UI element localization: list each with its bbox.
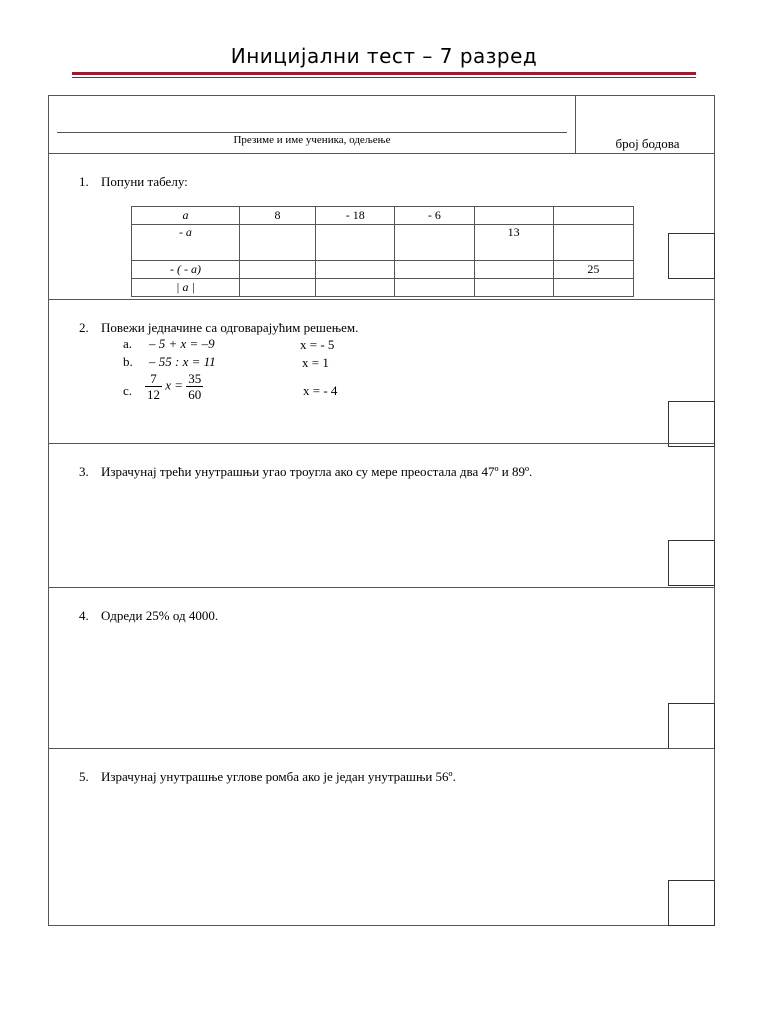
score-box-3[interactable] (668, 540, 715, 586)
table-cell: - ( - a) (132, 261, 240, 279)
table-row (132, 261, 634, 279)
solution-a: x = - 5 (300, 337, 335, 352)
table-cell[interactable] (395, 279, 474, 297)
name-line (57, 132, 567, 133)
table-cell: 25 (553, 261, 633, 279)
equation-letter-b: b. (123, 354, 133, 369)
title-rule-thin (72, 77, 696, 78)
equation-a: – 5 + x = –9 (149, 336, 215, 351)
section-divider (49, 587, 714, 588)
question-text: Повежи једначине са одговарајућим решењем. (101, 320, 359, 335)
table-cell[interactable] (395, 225, 474, 261)
question-number: 2. (79, 320, 89, 335)
table-cell[interactable] (316, 261, 395, 279)
section-divider (49, 748, 714, 749)
section-divider (49, 153, 714, 154)
table-cell[interactable] (553, 207, 633, 225)
table-cell[interactable] (316, 225, 395, 261)
question-number: 3. (79, 464, 89, 479)
question-4 (79, 608, 218, 624)
table-cell: a (132, 207, 240, 225)
table-row (132, 225, 634, 261)
table-cell[interactable] (474, 279, 553, 297)
table-row (132, 279, 634, 297)
table-cell: - a (132, 225, 240, 261)
name-label: Презиме и име ученика, одељење (233, 134, 391, 146)
question-number: 5. (79, 769, 89, 784)
question-1 (79, 174, 188, 190)
table-cell[interactable] (239, 225, 315, 261)
equation-letter-a: a. (123, 336, 133, 351)
table-cell[interactable] (395, 261, 474, 279)
equation-letter-c: c. (123, 383, 133, 398)
table-row (132, 207, 634, 225)
table-cell[interactable] (239, 279, 315, 297)
table-cell[interactable] (474, 261, 553, 279)
score-box-1[interactable] (668, 233, 715, 279)
equation-b: – 55 : x = 11 (149, 354, 216, 369)
header-divider (575, 96, 576, 153)
test-frame (48, 95, 715, 926)
question-2 (79, 320, 358, 336)
question-text: Попуни табелу: (101, 174, 188, 189)
table-cell[interactable] (474, 207, 553, 225)
fraction: $\frac{35}{60}$ (188, 371, 202, 402)
score-box-2[interactable] (668, 401, 715, 447)
question-text: Израчунај унутрашње углове ромба ако је један унутрашњи 56º. (101, 769, 456, 784)
question-text: Одреди 25% од 4000. (101, 608, 219, 623)
score-box-5[interactable] (668, 880, 715, 926)
table-cell[interactable] (553, 279, 633, 297)
fraction: $\frac{7}{12}$ (147, 371, 160, 402)
table-cell[interactable] (239, 261, 315, 279)
solution-c: x = - 4 (303, 383, 338, 398)
section-divider (49, 443, 714, 444)
table-cell: - 18 (316, 207, 395, 225)
question-3 (79, 464, 532, 480)
table-cell: | a | (132, 279, 240, 297)
question-number: 1. (79, 174, 89, 189)
fill-table (131, 206, 634, 297)
points-label: број бодова (615, 136, 680, 151)
equation-c: $\frac{7}{12}$ x = $\frac{35}{60}$ (147, 371, 202, 402)
question-text: Израчунај трећи унутрашњи угао троугла ако су мере преостала два 47º и 89º. (101, 464, 533, 479)
table-cell: 13 (474, 225, 553, 261)
table-cell[interactable] (316, 279, 395, 297)
score-box-4[interactable] (668, 703, 715, 749)
table-cell: - 6 (395, 207, 474, 225)
solution-b: x = 1 (302, 355, 329, 370)
question-number: 4. (79, 608, 89, 623)
section-divider (49, 299, 714, 300)
table-cell: 8 (239, 207, 315, 225)
title-rule (72, 72, 696, 75)
table-cell[interactable] (553, 225, 633, 261)
page-title: Иницијални тест – 7 разред (230, 44, 538, 68)
question-5 (79, 769, 456, 785)
